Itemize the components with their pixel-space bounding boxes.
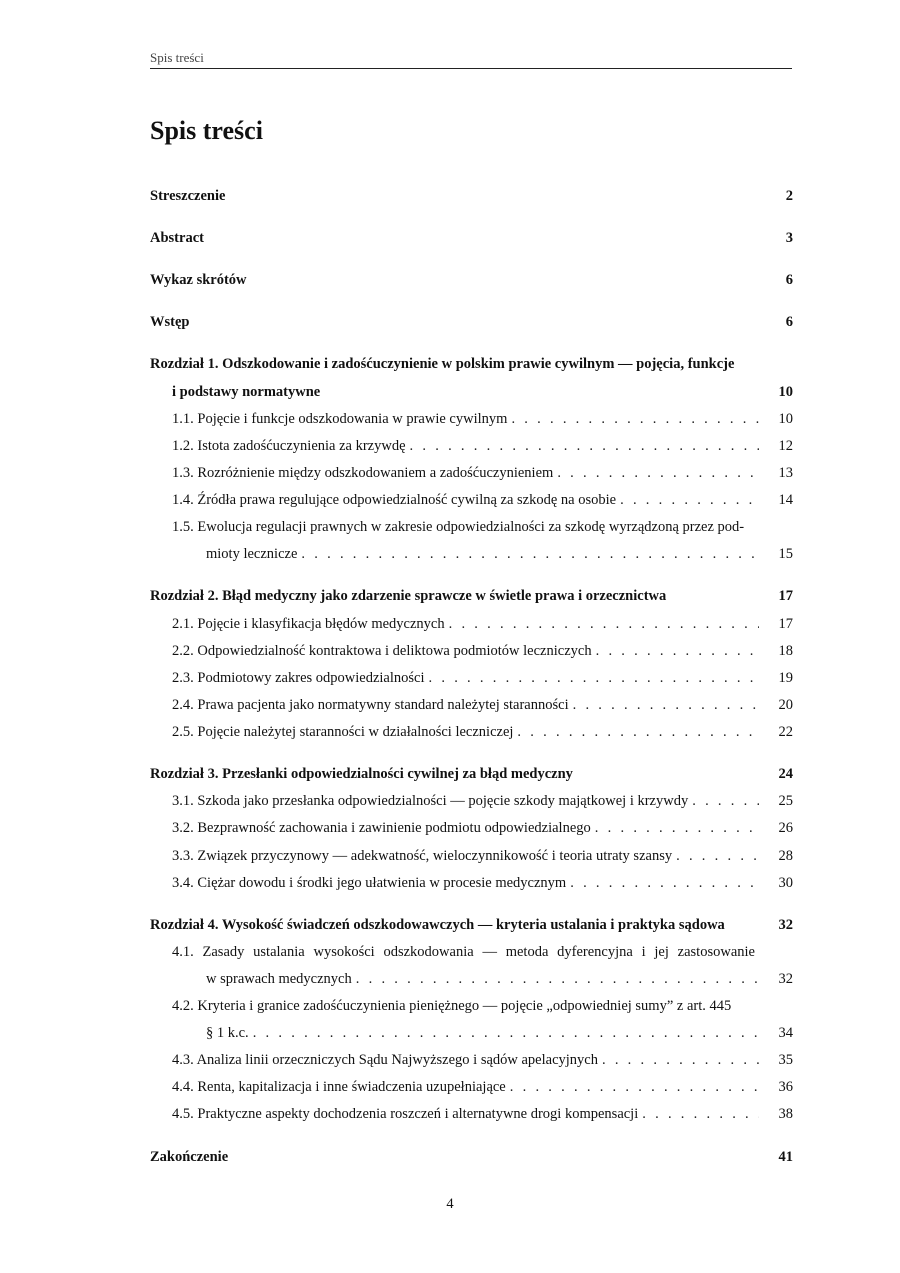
chapter-2-entry[interactable] — [150, 586, 793, 606]
word: wysokości — [313, 944, 375, 960]
chapter-title: Rozdział 2. Błąd medyczny jako zdarzenie sprawcze w świetle prawa i orzecznictwa — [150, 588, 667, 604]
toc-entry-label: 3.1. Szkoda jako przesłanka odpowiedzialności — pojęcie szkody majątkowej i krzywdy — [172, 793, 689, 809]
dot-leader — [573, 695, 759, 715]
toc-entry-page: 32 — [778, 917, 793, 933]
toc-entry-section-2-2[interactable] — [172, 641, 793, 661]
dot-leader — [596, 641, 759, 661]
toc-entry-page: 6 — [785, 272, 793, 288]
toc-entry-section-4-3[interactable] — [172, 1050, 793, 1070]
chapter-title: Rozdział 4. Wysokość świadczeń odszkodowawczych — kryteria ustalania i praktyka sądowa — [150, 917, 725, 933]
toc-entry-section-2-1[interactable] — [172, 614, 793, 634]
toc-entry-page: 17 — [778, 588, 793, 604]
word: metoda — [505, 944, 549, 960]
chapter-title: Rozdział 3. Przesłanki odpowiedzialności cywilnej za błąd medyczny — [150, 766, 573, 782]
toc-entry-page: 18 — [778, 643, 793, 659]
toc-entry-section-1-5[interactable] — [206, 544, 793, 564]
toc-entry-label: 1.1. Pojęcie i funkcje odszkodowania w prawie cywilnym — [172, 411, 508, 427]
toc-entry-page: 15 — [778, 546, 793, 562]
toc-entry-page: 34 — [778, 1025, 793, 1041]
toc-entry-section-2-5[interactable] — [172, 722, 793, 742]
toc-entry-section-4-4[interactable] — [172, 1077, 793, 1097]
word: i — [641, 944, 646, 960]
toc-entry-page: 3 — [785, 230, 793, 246]
chapter-title-line2: i podstawy normatywne — [172, 384, 321, 400]
dot-leader — [301, 544, 759, 564]
toc-entry-page: 32 — [778, 971, 793, 987]
toc-entry-section-1-4[interactable] — [172, 490, 793, 510]
dot-leader — [449, 614, 759, 634]
page-number: 4 — [446, 1196, 454, 1212]
dot-leader — [692, 791, 759, 811]
toc-entry-section-3-2[interactable] — [172, 818, 793, 838]
toc-entry-section-4-2-line1[interactable]: 4.2. Kryteria i granice zadośćuczynienia pieniężnego — pojęcie „odpowiedniej sumy” z art. 445 — [172, 998, 732, 1014]
toc-entry-section-4-2[interactable] — [206, 1023, 793, 1043]
toc-entry-section-1-3[interactable] — [172, 463, 793, 483]
toc-entry-section-1-2[interactable] — [172, 436, 793, 456]
toc-entry-section-1-5-line1[interactable]: 1.5. Ewolucja regulacji prawnych w zakresie odpowiedzialności za szkodę wyrządzoną przez pod- — [172, 519, 745, 535]
toc-entry-label: mioty lecznicze — [206, 546, 298, 562]
dot-leader — [570, 873, 759, 893]
toc-entry-page: 2 — [785, 188, 793, 204]
toc-entry-page: 38 — [778, 1106, 793, 1122]
chapter-1-entry[interactable] — [172, 382, 793, 402]
toc-entry-label: 3.3. Związek przyczynowy — adekwatność, wieloczynnikowość i teoria utraty szansy — [172, 848, 673, 864]
dot-leader — [511, 409, 759, 429]
toc-entry-label: Wstęp — [150, 314, 190, 330]
toc-entry-page: 36 — [778, 1079, 793, 1095]
word: ustalania — [253, 944, 305, 960]
toc-entry-section-3-4[interactable] — [172, 873, 793, 893]
word: odszkodowania — [383, 944, 474, 960]
toc-entry-section-3-1[interactable] — [172, 791, 793, 811]
toc-entry-label: Wykaz skrótów — [150, 272, 247, 288]
toc-entry-label: 2.5. Pojęcie należytej staranności w działalności leczniczej — [172, 724, 514, 740]
toc-entry-page: 19 — [778, 670, 793, 686]
dot-leader — [595, 818, 759, 838]
toc-entry-section-2-4[interactable] — [172, 695, 793, 715]
word: Zasady — [202, 944, 245, 960]
toc-entry-section-4-1-line1[interactable] — [172, 942, 755, 962]
toc-entry-label: Zakończenie — [150, 1149, 229, 1165]
toc-entry-page: 26 — [778, 820, 793, 836]
toc-entry-page: 13 — [778, 465, 793, 481]
dot-leader — [602, 1050, 759, 1070]
toc-entry-label: 2.1. Pojęcie i klasyfikacja błędów medycznych — [172, 616, 445, 632]
toc-entry-label: 3.4. Ciężar dowodu i środki jego ułatwienia w procesie medycznym — [172, 875, 567, 891]
toc-entry-section-1-1[interactable] — [172, 409, 793, 429]
dot-leader — [676, 846, 759, 866]
toc-entry-label: 1.3. Rozróżnienie między odszkodowaniem a zadośćuczynieniem — [172, 465, 554, 481]
toc-entry-page: 24 — [778, 766, 793, 782]
dot-leader — [253, 1023, 759, 1043]
toc-entry-page: 6 — [785, 314, 793, 330]
toc-entry-page: 20 — [778, 697, 793, 713]
toc-entry-page: 41 — [778, 1149, 793, 1165]
word: jej — [654, 944, 669, 960]
word: — — [482, 944, 497, 960]
toc-entry-page: 35 — [778, 1052, 793, 1068]
chapter-3-entry[interactable] — [150, 764, 793, 784]
toc-entry-label: 4.3. Analiza linii orzeczniczych Sądu Najwyższego i sądów apelacyjnych — [172, 1052, 598, 1068]
toc-entry-page: 14 — [778, 492, 793, 508]
dot-leader — [642, 1104, 759, 1124]
toc-entry-section-2-3[interactable] — [172, 668, 793, 688]
toc-entry-page: 12 — [778, 438, 793, 454]
dot-leader — [620, 490, 759, 510]
toc-entry-label: Streszczenie — [150, 188, 226, 204]
running-head: Spis treści — [150, 50, 792, 69]
toc-entry-page: 28 — [778, 848, 793, 864]
dot-leader — [517, 722, 759, 742]
table-of-contents — [150, 0, 793, 1273]
toc-entry-label: 1.2. Istota zadośćuczynienia za krzywdę — [172, 438, 406, 454]
word: 4.1. — [172, 944, 194, 960]
word: zastosowanie — [677, 944, 755, 960]
toc-entry-abstract[interactable] — [150, 228, 793, 248]
toc-entry-wykaz-skrotow[interactable] — [150, 270, 793, 290]
toc-entry-page: 10 — [778, 384, 793, 400]
chapter-1-title-line1[interactable]: Rozdział 1. Odszkodowanie i zadośćuczynienie w polskim prawie cywilnym — pojęcia, funkcje — [150, 356, 735, 372]
toc-entry-wstep[interactable] — [150, 312, 793, 332]
toc-entry-label: 3.2. Bezprawność zachowania i zawinienie podmiotu odpowiedzialnego — [172, 820, 591, 836]
toc-entry-label: 1.4. Źródła prawa regulujące odpowiedzialność cywilną za szkodę na osobie — [172, 492, 617, 508]
toc-entry-label: 2.3. Podmiotowy zakres odpowiedzialności — [172, 670, 425, 686]
toc-entry-section-3-3[interactable] — [172, 846, 793, 866]
toc-entry-section-4-1[interactable] — [206, 969, 793, 989]
toc-entry-streszczenie[interactable] — [150, 186, 793, 206]
toc-entry-page: 22 — [778, 724, 793, 740]
toc-entry-label: § 1 k.c. — [206, 1025, 249, 1041]
chapter-4-entry[interactable] — [150, 915, 793, 935]
toc-entry-label: 4.4. Renta, kapitalizacja i inne świadczenia uzupełniające — [172, 1079, 506, 1095]
dot-leader — [429, 668, 760, 688]
toc-entry-label: 2.4. Prawa pacjenta jako normatywny standard należytej staranności — [172, 697, 569, 713]
toc-entry-page: 10 — [778, 411, 793, 427]
toc-entry-section-4-5[interactable] — [172, 1104, 793, 1124]
toc-entry-label: Abstract — [150, 230, 204, 246]
toc-entry-page: 17 — [778, 616, 793, 632]
dot-leader — [356, 969, 759, 989]
page-title: Spis treści — [150, 116, 263, 145]
dot-leader — [410, 436, 759, 456]
toc-entry-label: 4.5. Praktyczne aspekty dochodzenia roszczeń i alternatywne drogi kompensacji — [172, 1106, 639, 1122]
toc-entry-zakonczenie[interactable] — [150, 1147, 793, 1167]
dot-leader — [510, 1077, 759, 1097]
dot-leader — [557, 463, 759, 483]
word: dyferencyjna — [557, 944, 633, 960]
toc-entry-label: w sprawach medycznych — [206, 971, 352, 987]
toc-entry-page: 30 — [778, 875, 793, 891]
toc-entry-page: 25 — [778, 793, 793, 809]
toc-entry-label: 2.2. Odpowiedzialność kontraktowa i deliktowa podmiotów leczniczych — [172, 643, 592, 659]
